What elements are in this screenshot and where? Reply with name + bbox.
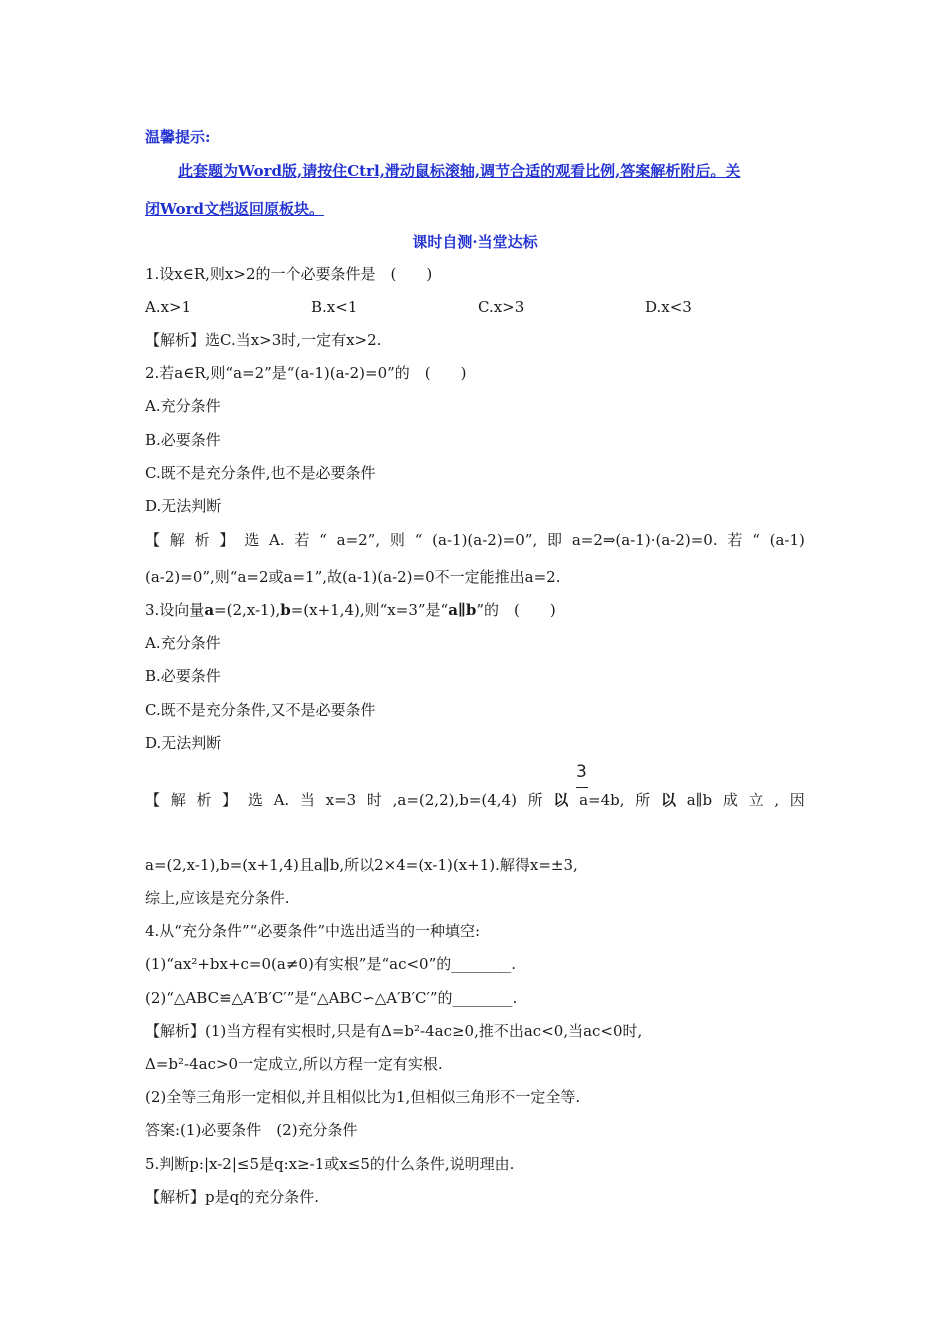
section-title: 课时自测·当堂达标 — [412, 233, 538, 251]
q3-word: a∥b — [686, 791, 713, 809]
q2-word: 解 — [169, 531, 185, 549]
q1-option-c: C.x>3 — [478, 298, 525, 316]
q4-analysis-2: Δ=b²-4ac>0一定成立,所以方程一定有实根. — [145, 1055, 443, 1073]
q3-word: 以 — [553, 791, 569, 809]
q3-word: 成 — [722, 791, 738, 809]
q2-word: 则 — [389, 531, 405, 549]
q3-stem-part: =(x+1,4),则“x=3”是“ — [290, 601, 449, 619]
q2-option-a: A.充分条件 — [145, 397, 221, 415]
q2-analysis-line-1 — [145, 530, 805, 550]
q5-analysis: 【解析】p是q的充分条件. — [145, 1188, 319, 1206]
q2-option-c: C.既不是充分条件,也不是必要条件 — [145, 464, 376, 482]
hint-line-2: 闭Word文档返回原板块。 — [145, 200, 325, 218]
q2-word: (a-1) — [769, 531, 805, 549]
hint-line-1: 此套题为Word版,请按住Ctrl,滑动鼠标滚轴,调节合适的观看比例,答案解析附后。关 — [178, 162, 741, 180]
q3-analysis-line-2: a=(2,x-1),b=(x+1,4)且a∥b,所以2×4=(x-1)(x+1).解得x=±3, — [145, 856, 578, 874]
q3-word: 因 — [789, 791, 805, 809]
q2-word: a=2⇒(a-1)·(a-2)=0. — [571, 531, 718, 549]
q3-option-d: D.无法判断 — [145, 734, 222, 752]
q3-word: 解 — [170, 791, 186, 809]
q3-word: 时 — [366, 791, 382, 809]
q2-word: A. — [268, 531, 285, 549]
q3-analysis-line-3: 综上,应该是充分条件. — [145, 889, 290, 907]
q2-word: 】 — [219, 531, 235, 549]
vector-a: a — [204, 601, 215, 619]
q3-word: 析 — [196, 791, 212, 809]
q2-word: a=2”, — [336, 531, 381, 549]
q4-analysis-3: (2)全等三角形一定相似,并且相似比为1,但相似三角形不一定全等. — [145, 1088, 581, 1106]
vector-b: b — [280, 601, 291, 619]
q1-analysis — [145, 330, 381, 350]
q2-word: 析 — [194, 531, 210, 549]
q5-stem: 5.判断p:|x-2|≤5是q:x≥-1或x≤5的什么条件,说明理由. — [145, 1155, 515, 1173]
q2-word: “ — [414, 531, 423, 549]
q3-option-c: C.既不是充分条件,又不是必要条件 — [145, 701, 376, 719]
fraction-bar — [576, 787, 588, 788]
q1-option-a: A.x>1 — [145, 298, 192, 316]
q3-word: 所 — [635, 791, 651, 809]
vector-parallel: a∥b — [448, 601, 477, 619]
q3-word: a=4b, — [579, 791, 625, 809]
q4-analysis-1: 【解析】(1)当方程有实根时,只是有Δ=b²-4ac≥0,推不出ac<0,当ac<0时, — [145, 1022, 643, 1040]
q3-word: 立 — [748, 791, 764, 809]
q3-word: A. — [273, 791, 290, 809]
q3-word: 】 — [222, 791, 238, 809]
q3-stem-part: ”的 ( ) — [476, 601, 556, 619]
q3-word: 当 — [299, 791, 315, 809]
q4-sub-1: (1)“ax²+bx+c=0(a≠0)有实根”是“ac<0”的________. — [145, 955, 517, 973]
q2-word: 【 — [145, 531, 161, 549]
q3-word: 【 — [145, 791, 161, 809]
q4-stem: 4.从“充分条件”“必要条件”中选出适当的一种填空: — [145, 922, 481, 940]
q3-stem-part: =(2,x-1), — [214, 601, 281, 619]
q3-option-a: A.充分条件 — [145, 634, 221, 652]
q2-word: 即 — [547, 531, 563, 549]
q2-word: 若 — [294, 531, 310, 549]
q3-word: , — [774, 791, 780, 809]
q2-word: (a-1)(a-2)=0”, — [432, 531, 538, 549]
q3-stem — [145, 600, 556, 620]
q2-word: “ — [319, 531, 327, 549]
q2-word: 若 — [727, 531, 743, 549]
q4-answer: 答案:(1)必要条件 (2)充分条件 — [145, 1121, 358, 1139]
q2-analysis-line-2: (a-2)=0”,则“a=2或a=1”,故(a-1)(a-2)=0不一定能推出a=2. — [145, 568, 561, 586]
q2-option-d: D.无法判断 — [145, 497, 222, 515]
hint-title: 温馨提示: — [145, 128, 211, 146]
q2-word: “ — [752, 531, 760, 549]
q3-word: 选 — [247, 791, 263, 809]
q1-option-d: D.x<3 — [645, 298, 692, 316]
q1-stem: 1.设x∈R,则x>2的一个必要条件是 ( ) — [145, 265, 433, 283]
fraction-numerator: 3 — [576, 762, 587, 782]
q2-stem: 2.若a∈R,则“a=2”是“(a-1)(a-2)=0”的 ( ) — [145, 364, 467, 382]
q3-word: 所 — [527, 791, 543, 809]
q3-word: 以 — [660, 791, 676, 809]
q1-analysis-text: 选C.当x>3时,一定有x>2. — [205, 331, 382, 349]
q3-word: x=3 — [325, 791, 357, 809]
q1-analysis-tag: 【解析】 — [145, 331, 206, 349]
q2-word: 选 — [244, 531, 260, 549]
q3-analysis-line-1 — [145, 790, 805, 810]
q3-word: ,a=(2,2),b=(4,4) — [392, 791, 517, 809]
q1-option-b: B.x<1 — [311, 298, 358, 316]
q3-stem-part: 3.设向量 — [145, 601, 205, 619]
q4-sub-2: (2)“△ABC≌△A′B′C′”是“△ABC∽△A′B′C′”的________. — [145, 989, 518, 1007]
q3-option-b: B.必要条件 — [145, 667, 221, 685]
q2-option-b: B.必要条件 — [145, 431, 221, 449]
